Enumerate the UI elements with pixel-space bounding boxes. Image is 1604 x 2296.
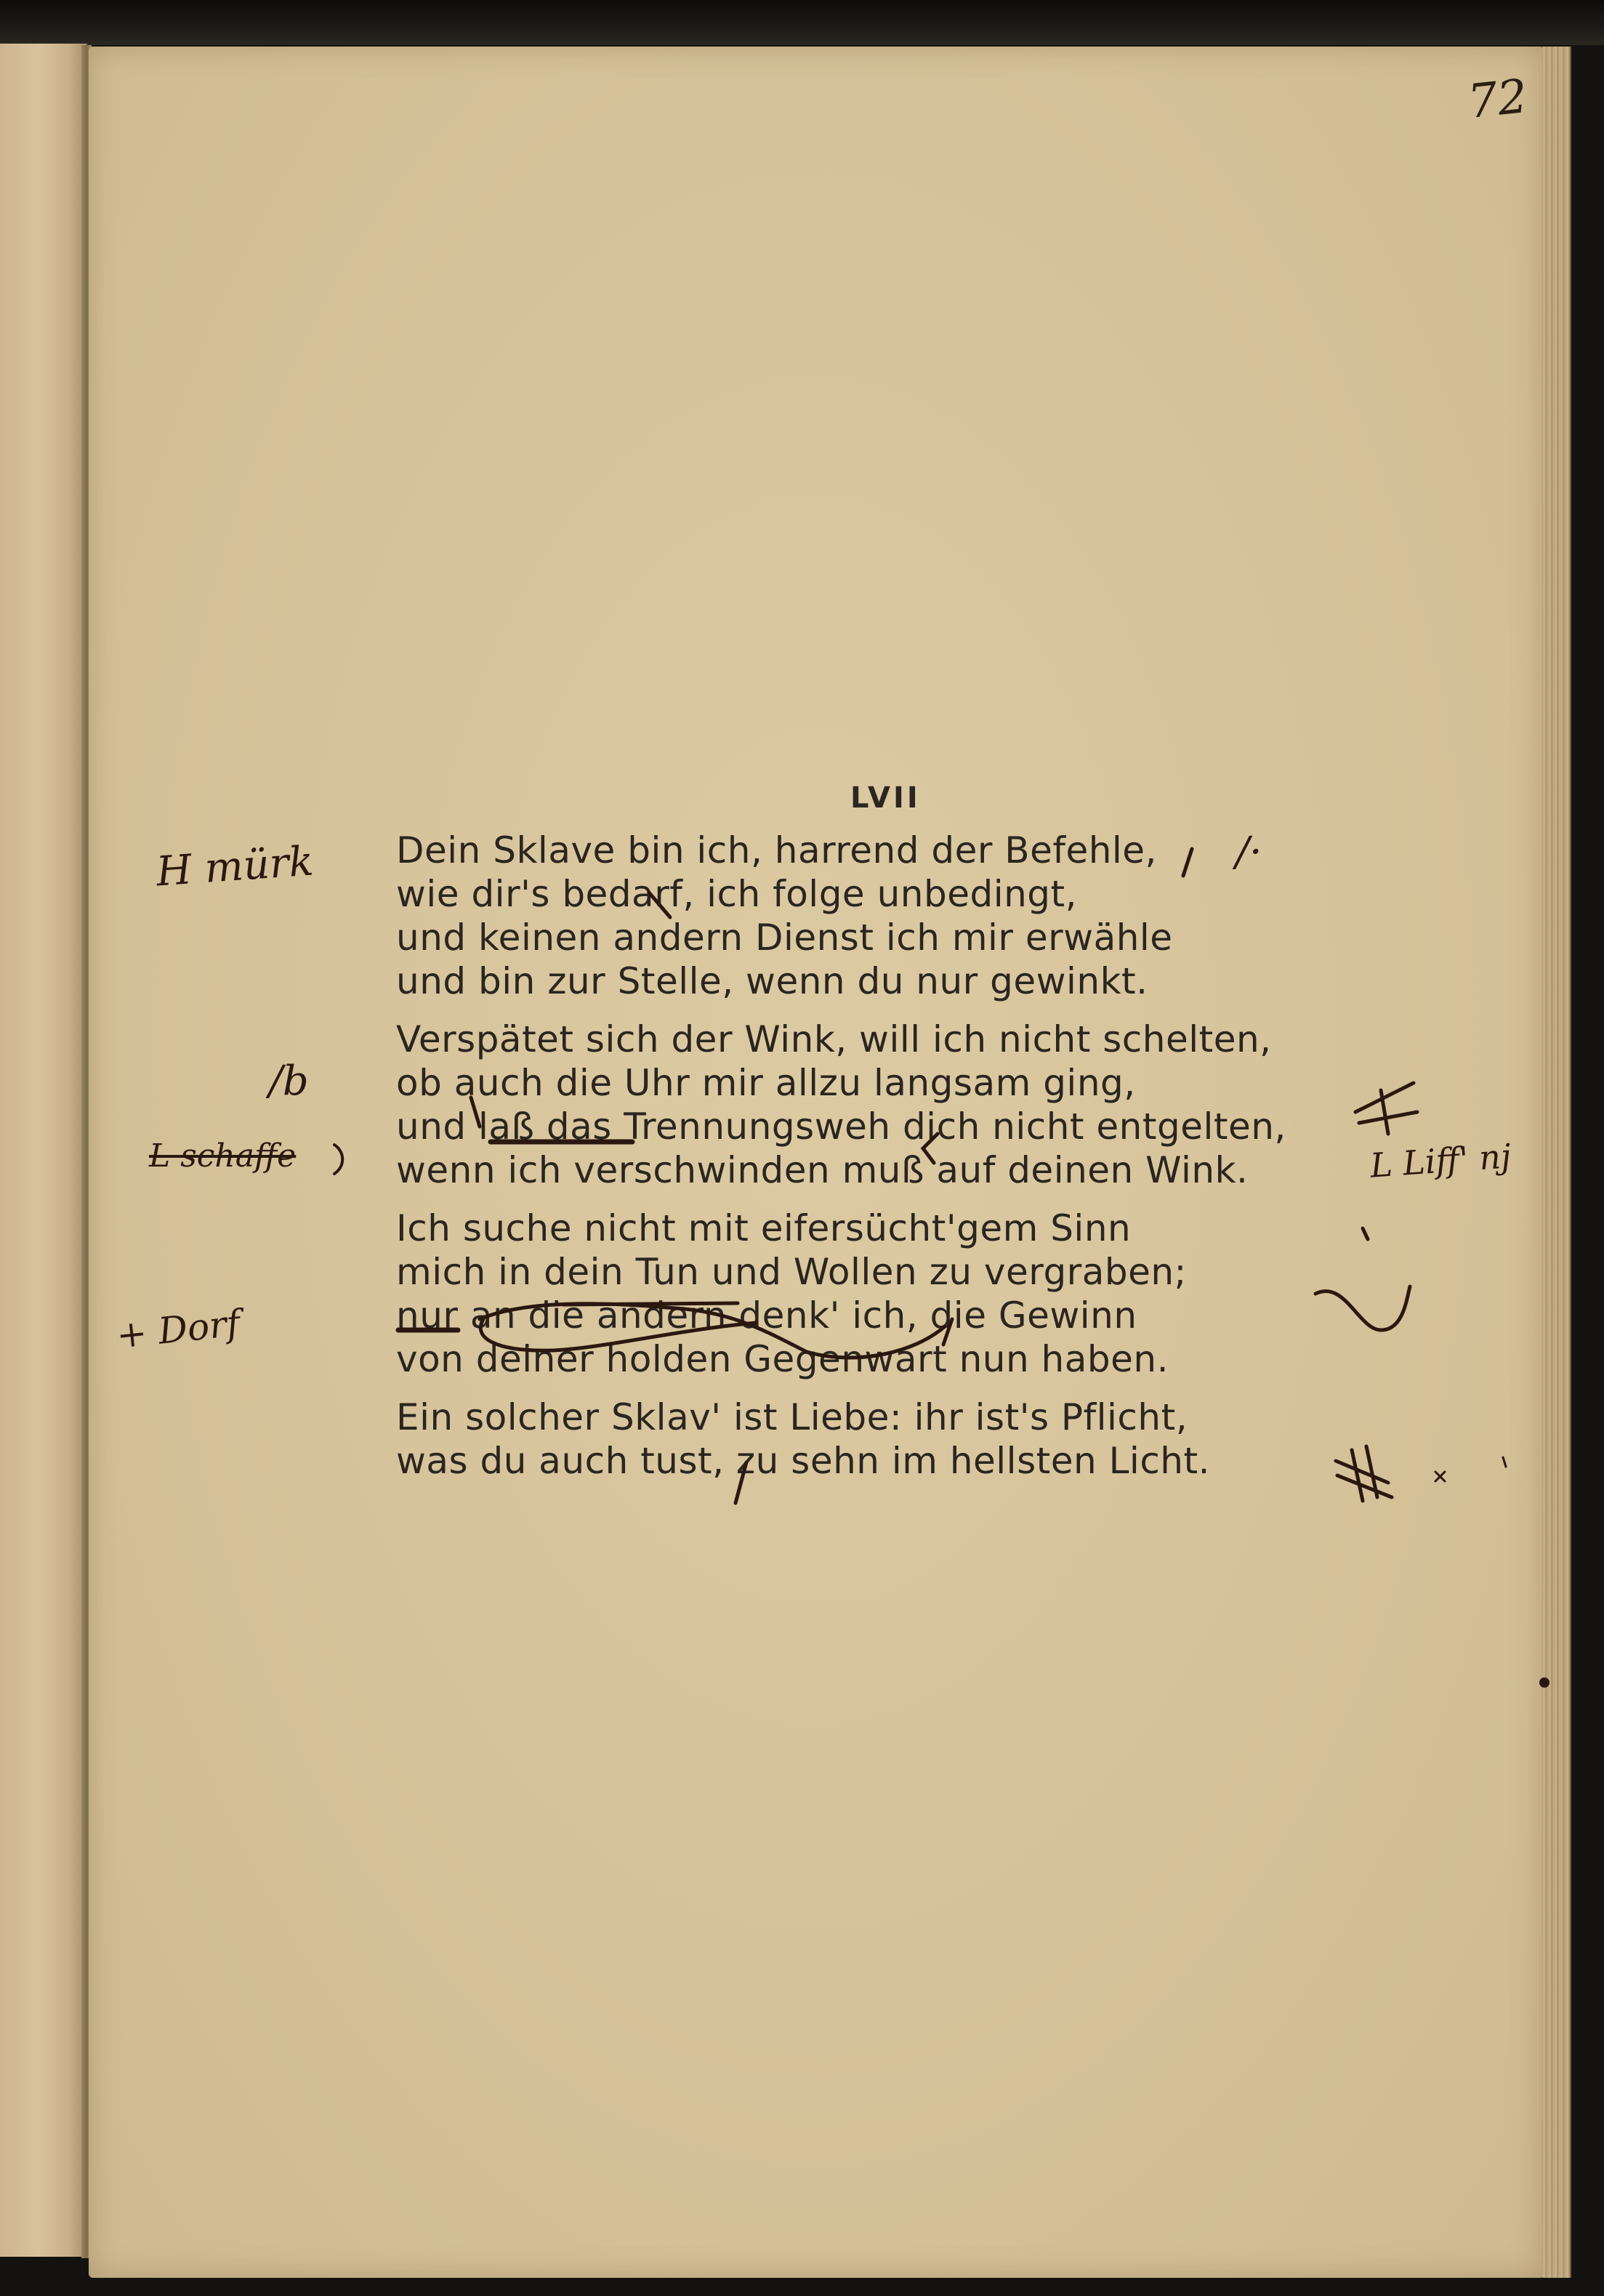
margin-note: + Dorf	[114, 1302, 242, 1357]
handwritten-page-number: 72	[1465, 69, 1531, 130]
dot-mark	[1363, 1228, 1368, 1239]
margin-note: L schaffe	[149, 1137, 297, 1175]
tick-mark	[1503, 1457, 1506, 1467]
slash-mark	[943, 1319, 952, 1345]
tilde-mark	[1315, 1286, 1410, 1330]
margin-note: /b	[269, 1058, 309, 1105]
small-x-mark	[1435, 1472, 1445, 1481]
insert-mark	[1355, 1083, 1417, 1134]
poem-line: wenn ich verschwinden muß auf deinen Wink.	[396, 1149, 1249, 1191]
insert-caret	[923, 1134, 938, 1163]
poem-line: Verspätet sich der Wink, will ich nicht schelten,	[396, 1018, 1272, 1060]
hash-mark	[1336, 1446, 1392, 1501]
poem-line: wie dir's bedarf, ich folge unbedingt,	[396, 873, 1078, 915]
poem-line: nur an die andern denk' ich, die Gewinn	[396, 1294, 1137, 1337]
poem-heading: LVII	[850, 781, 921, 815]
poem-line: was du auch tust, zu sehn im hellsten Licht.	[396, 1440, 1210, 1482]
poem-line: und laß das Trennungsweh dich nicht entgelten,	[396, 1105, 1286, 1148]
ink-dot	[1539, 1677, 1549, 1688]
bracket-mark	[334, 1145, 342, 1174]
strike-mark	[471, 1097, 480, 1127]
transposition-loop-lower	[480, 1319, 756, 1350]
margin-note: L Liff' nj	[1369, 1136, 1512, 1185]
poem-line: von deiner holden Gegenwart nun haben.	[396, 1338, 1169, 1380]
poem-line: und keinen andern Dienst ich mir erwähle	[396, 917, 1173, 959]
margin-note: H mürk	[154, 837, 315, 896]
margin-note: /·	[1236, 829, 1262, 876]
poem-line: ob auch die Uhr mir allzu langsam ging,	[396, 1062, 1136, 1104]
poem-line: und bin zur Stelle, wenn du nur gewinkt.	[396, 960, 1148, 1002]
poem-line: Ich suche nicht mit eifersücht'gem Sinn	[396, 1207, 1132, 1249]
poem-line: mich in dein Tun und Wollen zu vergraben;	[396, 1251, 1187, 1293]
slash-mark	[1183, 849, 1192, 876]
poem-line: Ein solcher Sklav' ist Liebe: ihr ist's Pflicht,	[396, 1396, 1188, 1438]
slash-mark	[735, 1462, 746, 1503]
strike-mark	[649, 893, 670, 917]
poem-line: Dein Sklave bin ich, harrend der Befehle,	[396, 829, 1157, 871]
